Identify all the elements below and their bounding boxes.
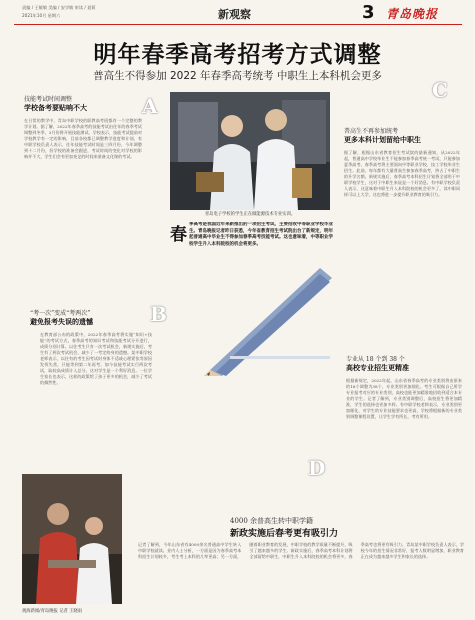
main-headline: 明年春季高考招考方式调整	[93, 42, 382, 68]
top-photo	[170, 92, 330, 210]
section-d-title: 高校专业招生更精准	[346, 364, 409, 372]
top-photo-caption: 青岛电子学校的学生正在做能源技术专业实训。	[204, 212, 296, 217]
section-b-kicker: “考一次”变成“考两次”	[30, 310, 91, 317]
section-a	[22, 92, 164, 302]
section-d	[308, 352, 464, 512]
section-a-letter: A	[142, 94, 158, 118]
section-name: 新观察	[218, 8, 251, 21]
section-b	[22, 304, 182, 474]
section-d-kicker: 专业从 18 个到 38 个	[346, 356, 405, 363]
section-e-body: 记者了解到，今年山东省有4000余名普通高中学生转入中职学校就读。业内人士分析，一方面是因为春季高考本科招生计划较多，考生考上本科的几率更高；另一方面，随着职业教育的发展，中职学校的教学质量不断提升，吸引了越来越多的学生。新政实施后，春季高考本科计划将全部留给中职生，中职生升入本科院校的机会将更多，春季高考也将更有吸引力。青岛某中职学校负责人表示，学校今年的招生情况非常好，报考人数明显增加，职业教育正在成为越来越多学生和家长的选择。	[138, 542, 464, 559]
header-rule	[14, 24, 462, 25]
section-a-body: 在日常的教学中，青岛中职学校的职教高考班都有一个完整的教学计划。据了解，2022年春季高考的技能考试由往年的春季考试调整到冬季，3月份将开展技能测试。学校表示，技能考试提前对学校教学有一定的影响，目前各校都已调整教学进度和计划。有中职学校负责人表示，往年技能考试时间是三四月份，今年调整到十二月份，但学校的准备会跟进，考试时间的变化对学校的影响并不大，学生们会有更加充足的时间来准备文化课的考试。	[24, 118, 142, 159]
photo-credit: 观海新闻/青岛晚报 记者 王晓雨	[22, 609, 83, 614]
bottom-photo	[22, 474, 122, 604]
section-a-kicker: 技能考试时间调整	[24, 96, 73, 103]
masthead-logo: 青岛晚报	[386, 7, 439, 21]
section-d-letter: D	[308, 456, 326, 480]
section-c	[338, 78, 462, 352]
section-c-kicker: 普高生不再参加统考	[344, 128, 399, 135]
section-e	[134, 516, 464, 612]
section-d-body: 根据新规定，2022年起，山东省春季高考的专业类别将由原来的18个调整为38个，专业类别更加细化。考生可根据自己所学专业报考对应的专业类别，高校也能更加精准地招收到适合本专业的学生。记者了解到，专业类别调整后，高校招生将更加精准，学生的选择也更加多样。有中职学校老师表示，专业类别更加细化，对学生的专业技能要求也更高，学校将根据新的专业类别调整课程设置，让学生学有所长，考有所用。	[346, 378, 462, 419]
section-c-body: 据了解，根据山东省教育招生考试院的最新通知，从2022年起，普通高中学校毕业生不能参加春季高考统一考试，只能参加夏季高考。春季高考将主要面向中等职业学校、技工学校毕业生招生。此前，每年都有大量普高生参加春季高考，挤占了中职生的升学名额。新规实施后，春季高考本科招生计划将全部用于中职学校学生，这对于中职生来说是一个好消息。有中职学校负责人表示，这意味着中职生升入本科院校的机会更多了，读中职同样可以上大学，这也将进一步提升职业教育的吸引力。	[344, 150, 460, 197]
lead-drop-cap: 春	[170, 225, 187, 245]
section-c-letter: C	[432, 78, 448, 102]
sub-headline: 普高生不得参加 2022 年春季高考统考 中职生上本科机会更多	[93, 70, 382, 82]
section-c-title: 更多本科计划留给中职生	[344, 136, 421, 144]
page-number: 3	[362, 2, 375, 23]
section-b-letter: B	[150, 302, 167, 326]
section-e-kicker: 4000 余普高生转中职学籍	[230, 517, 314, 525]
header-meta-line1: 责编 / 王敏敏 美编 / 安学敏 审读 / 聂莉	[22, 5, 96, 10]
section-b-title: 避免报考失误的遗憾	[30, 318, 93, 326]
section-b-body: 在教育部公布的政策中，2022年春季高考将实施“知识+技能”的考试方式，春季高考的知识考试和技能考试分开进行，成绩分别计算。以往考生只有一次考试机会，新规实施后，考生有了两次考试机会，减少了一考定终身的遗憾。某中职学校老师表示，以往有的考生因考试时身体不适或心理紧张等原因发挥失常，只能等到第二年再考，如今技能考试实行两次考试，取较高成绩计入总分，这对学生是一个利好消息。一位学生家长也表示，这样的政策给了孩子更多的机会，减少了考试的偶然性。	[40, 332, 152, 385]
section-a-title: 学校备考要贴响不大	[24, 104, 87, 112]
header-meta-line2: 2021年10月 星期六	[22, 13, 61, 18]
section-e-title: 新政实施后春考更有吸引力	[230, 529, 339, 539]
pencil-illustration	[170, 266, 335, 376]
page-header	[0, 0, 475, 26]
lead-paragraph: 季高考是我国近年来新推出的一项招生考试，主要招收中等职业学校毕业生。青岛晚报记者昨日获悉，今年省教育招生考试院出台了新规定，明年起普通高中毕业生不得参加春季高考技能考试。这也意味着，中等职业学校学生升入本科院校的机会将更多。	[189, 222, 333, 247]
